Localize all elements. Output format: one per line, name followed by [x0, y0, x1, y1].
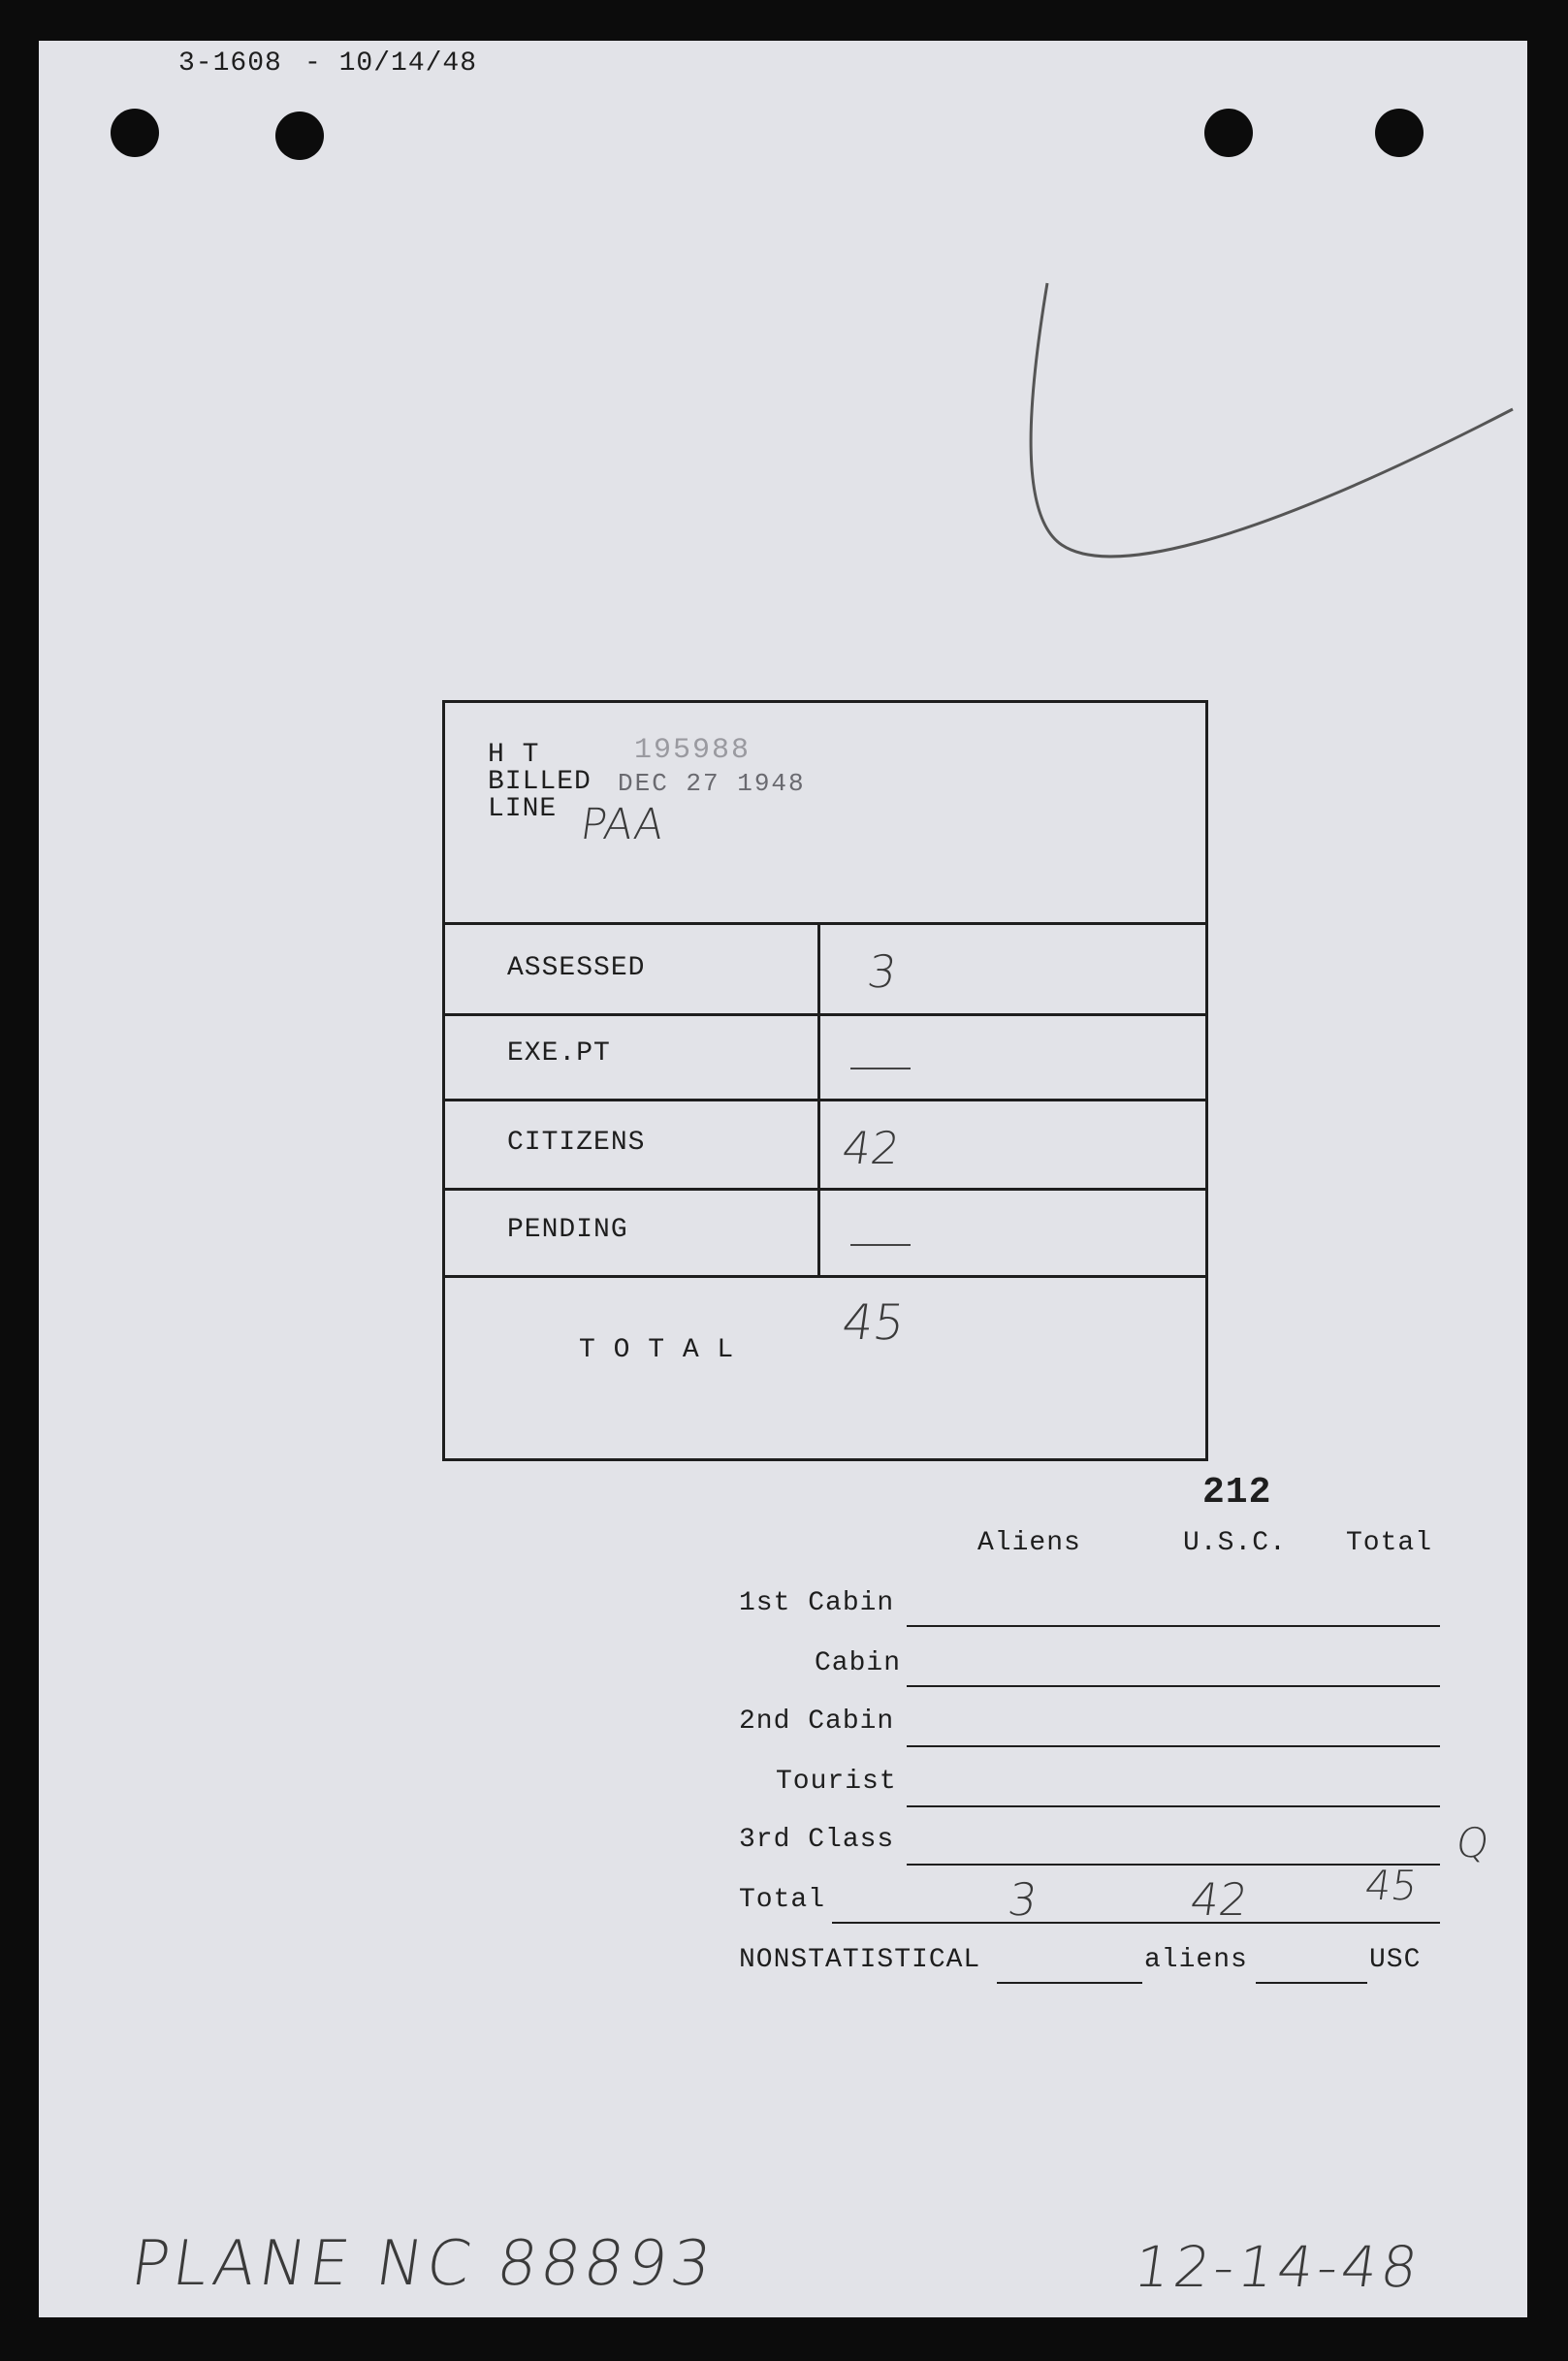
total-usc-value: 42: [1187, 1873, 1252, 1926]
divider: [445, 1099, 1205, 1101]
usc-label: USC: [1369, 1945, 1422, 1975]
exempt-dash: [850, 1068, 911, 1069]
divider: [445, 922, 1205, 925]
total-aliens-value: 3: [1005, 1873, 1041, 1926]
column-aliens: Aliens: [977, 1528, 1081, 1558]
pending-label: PENDING: [507, 1215, 628, 1245]
row-line: [832, 1922, 1440, 1924]
total-total-value: 45: [1361, 1862, 1421, 1909]
row-tourist-label: Tourist: [776, 1767, 897, 1797]
assessed-value: 3: [864, 945, 901, 998]
row-cabin-label: Cabin: [815, 1648, 902, 1678]
punch-hole: [1375, 109, 1424, 157]
document-page: [39, 41, 1527, 2317]
citizens-label: CITIZENS: [507, 1128, 646, 1158]
margin-mark: Q: [1453, 1819, 1492, 1866]
date-note: 12-14-48: [1130, 2234, 1426, 2300]
assessed-label: ASSESSED: [507, 953, 646, 983]
pending-dash: [850, 1244, 911, 1246]
exempt-label: EXE.PT: [507, 1038, 611, 1069]
row-line: [907, 1805, 1440, 1807]
total-value: 45: [838, 1294, 909, 1351]
stamp-date: DEC 27 1948: [618, 769, 806, 798]
column-usc: U.S.C.: [1183, 1528, 1287, 1558]
row-line: [907, 1625, 1440, 1627]
nonstatistical-label: NONSTATISTICAL: [739, 1945, 981, 1975]
citizens-value: 42: [839, 1122, 904, 1174]
row-line: [907, 1685, 1440, 1687]
ht-label: H T: [488, 740, 540, 770]
stamp-number: 195988: [634, 734, 752, 767]
column-divider: [817, 925, 820, 1277]
reference-date: - 10/14/48: [304, 48, 478, 79]
punch-hole: [111, 109, 159, 157]
row-3rd-class-label: 3rd Class: [739, 1825, 895, 1855]
divider: [445, 1013, 1205, 1016]
plane-note: PLANE NC 88893: [126, 2228, 720, 2300]
divider: [445, 1275, 1205, 1278]
line-value: PAA: [577, 800, 667, 849]
row-1st-cabin-label: 1st Cabin: [739, 1588, 895, 1618]
billing-box: [442, 700, 1208, 1461]
manifest-number: 212: [1202, 1472, 1272, 1514]
punch-hole: [275, 112, 324, 160]
pencil-curve-mark: [1018, 235, 1522, 642]
reference-number: 3-1608: [178, 48, 282, 79]
billed-label: BILLED: [488, 767, 592, 797]
nonstatistical-aliens-line: [997, 1982, 1142, 1984]
row-total-label: Total: [739, 1885, 826, 1915]
line-label: LINE: [488, 794, 558, 824]
aliens-label: aliens: [1144, 1945, 1248, 1975]
total-label: T O T A L: [579, 1335, 735, 1365]
punch-hole: [1204, 109, 1253, 157]
row-line: [907, 1745, 1440, 1747]
nonstatistical-usc-line: [1256, 1982, 1367, 1984]
row-line: [907, 1864, 1440, 1866]
row-2nd-cabin-label: 2nd Cabin: [739, 1707, 895, 1737]
column-total: Total: [1346, 1528, 1433, 1558]
divider: [445, 1188, 1205, 1191]
